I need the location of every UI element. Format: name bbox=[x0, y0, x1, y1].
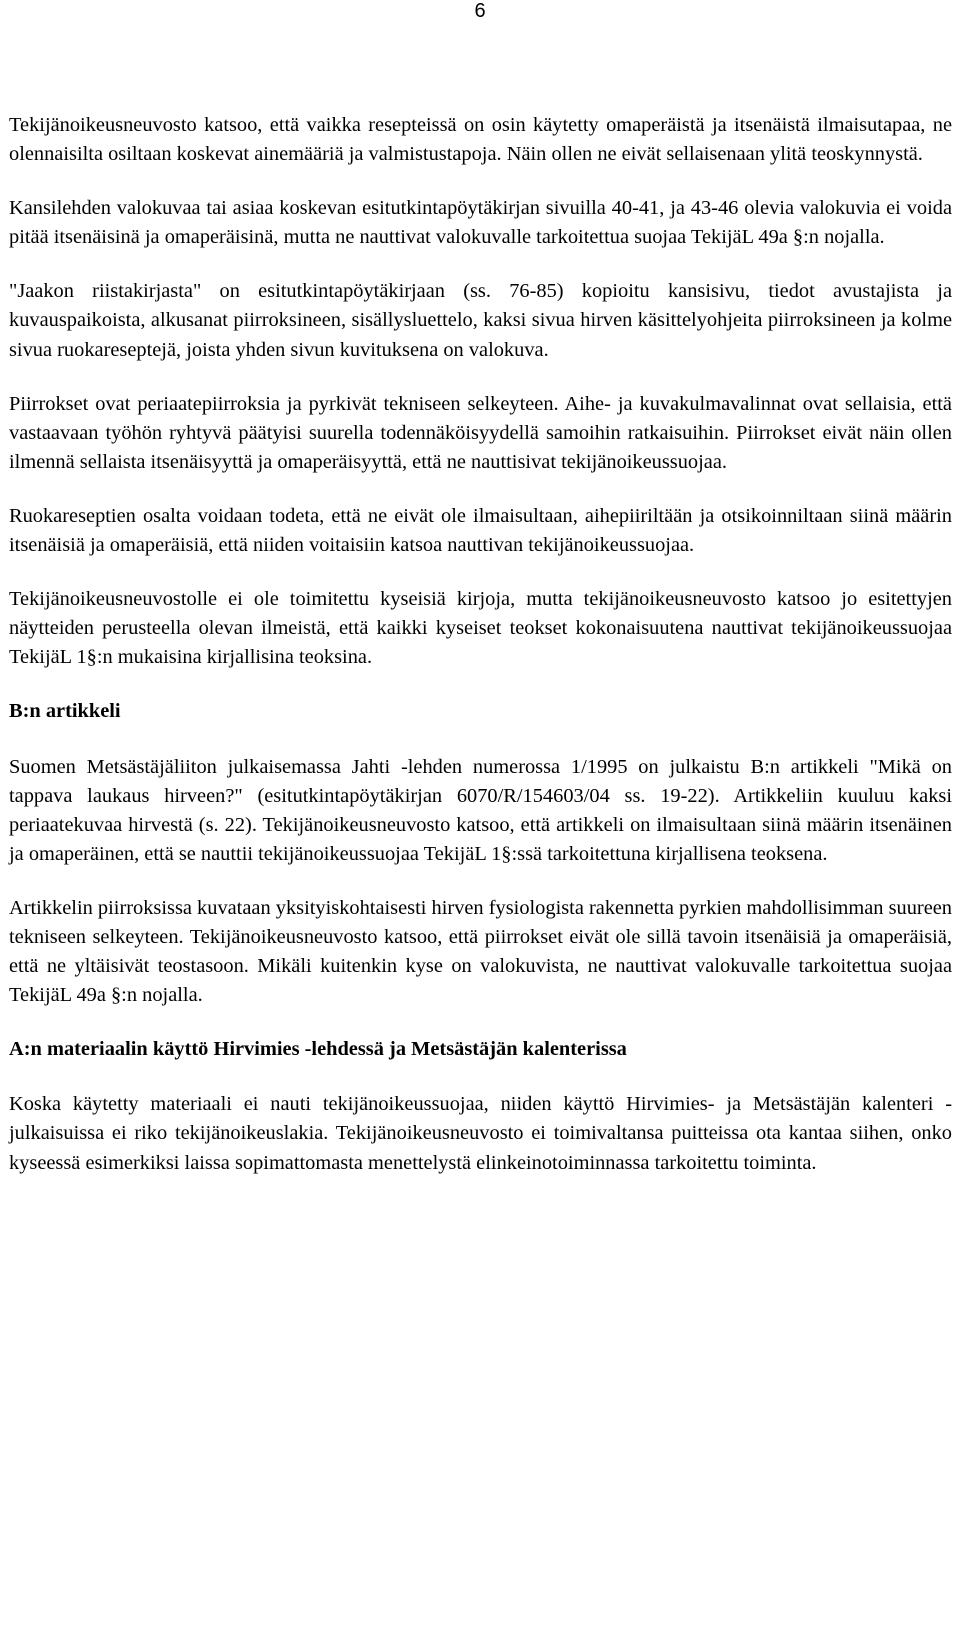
heading-a-material-use: A:n materiaalin käyttö Hirvimies -lehdessä ja Metsästäjän kalenterissa bbox=[9, 1038, 627, 1061]
document-body bbox=[9, 111, 952, 1178]
paragraph-books-protection: Tekijänoikeusneuvostolle ei ole toimitettu kyseisiä kirjoja, mutta tekijänoikeusneuvosto katsoo jo esitettyjen näytteiden perusteella olevan ilmeistä, että kaikki kyseiset teokset kokonaisuutena nauttivat tekijänoikeussuojaa TekijäL 1§:n mukaisina kirjallisina teoksina. bbox=[9, 588, 952, 669]
paragraph-material-use: Koska käytetty materiaali ei nauti tekijänoikeussuojaa, niiden käyttö Hirvimies- ja Metsästäjän kalenteri -julkaisuissa ei riko tekijänoikeuslakia. Tekijänoikeusneuvosto ei toimivaltansa puitteissa ota kantaa siihen, onko kyseessä esimerkiksi laissa sopimattomasta menettelystä elinkeinotoiminnassa tarkoitettu toiminta. bbox=[9, 1093, 952, 1174]
paragraph-article-drawings: Artikkelin piirroksissa kuvataan yksityiskohtaisesti hirven fysiologista rakennetta pyrkien mahdollisimman suureen tekniseen selkeyteen. Tekijänoikeusneuvosto katsoo, että piirrokset eivät ole sillä tavoin itsenäisiä ja omaperäisiä, että ne yltäisivät teostasoon. Mikäli kuitenkin kyse on valokuvista, ne nauttivat valokuvalle tarkoitettua suojaa TekijäL 49a §:n nojalla. bbox=[9, 896, 952, 1007]
paragraph-cover-photos: Kansilehden valokuvaa tai asiaa koskevan esitutkintapöytäkirjan sivuilla 40-41, ja 43-46 olevia valokuvia ei voida pitää itsenäisinä ja omaperäisinä, mutta ne nauttivat valokuvalle tarkoitettua suojaa TekijäL 49a §:n nojalla. bbox=[9, 197, 952, 249]
paragraph-recipes-assessment: Tekijänoikeusneuvosto katsoo, että vaikka resepteissä on osin käytetty omaperäistä ja itsenäistä ilmaisutapaa, ne olennaisilta osiltaan koskevat ainemääriä ja valmistustapoja. Näin ollen ne eivät sellaisenaan ylitä teoskynnystä. bbox=[9, 114, 952, 166]
heading-b-article: B:n artikkeli bbox=[9, 700, 121, 723]
page-number: 6 bbox=[474, 0, 486, 22]
paragraph-article-jahti: Suomen Metsästäjäliiton julkaisemassa Jahti -lehden numerossa 1/1995 on julkaistu B:n artikkeli "Mikä on tappava laukaus hirveen?" (esitutkintapöytäkirjan 6070/R/154603/04 ss. 19-22). Artikkeliin kuuluu kaksi periaatekuvaa hirvestä (s. 22). Tekijänoikeusneuvosto katsoo, että artikkeli on ilmaisultaan siinä määrin itsenäinen ja omaperäinen, että se nauttii tekijänoikeussuojaa TekijäL 1§:ssä tarkoitettuna kirjallisena teoksena. bbox=[9, 755, 952, 865]
paragraph-jaakon-riistakirja: "Jaakon riistakirjasta" on esitutkintapöytäkirjaan (ss. 76-85) kopioitu kansisivu, tiedot avustajista ja kuvauspaikoista, alkusanat piirroksineen, sisällysluettelo, kaksi sivua hirven käsittelyohjeita piirroksineen ja kolme sivua ruokareseptejä, joista yhden sivun kuvituksena on valokuva. bbox=[9, 280, 952, 361]
paragraph-food-recipes: Ruokareseptien osalta voidaan todeta, että ne eivät ole ilmaisultaan, aihepiiriltään ja otsikoinniltaan siinä määrin itsenäisiä ja omaperäisiä, että niiden voitaisiin katsoa nauttivan tekijänoikeussuojaa. bbox=[9, 504, 952, 557]
paragraph-drawings: Piirrokset ovat periaatepiirroksia ja pyrkivät tekniseen selkeyteen. Aihe- ja kuvakulmavalinnat ovat sellaisia, että vastaavaan työhön ryhtyvä päätyisi suurella todennäköisyydellä samoihin ratkaisuihin. Piirrokset eivät näin ollen ilmennä sellaista itsenäisyyttä ja omaperäisyyttä, että ne nauttisivat tekijänoikeussuojaa. bbox=[9, 392, 952, 473]
